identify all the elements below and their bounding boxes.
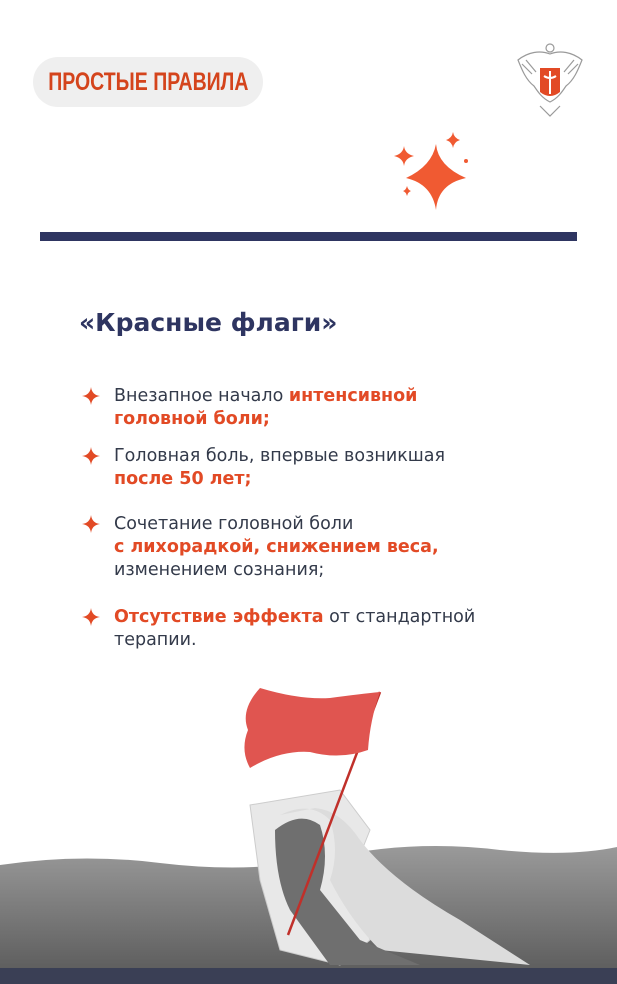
star-bullet-icon [82, 515, 100, 533]
page-title: «Красные флаги» [79, 308, 338, 337]
item-text: Внезапное начало [114, 386, 289, 406]
item-highlight: головной боли; [114, 409, 270, 429]
red-flag-in-hand-image [220, 680, 540, 970]
item-text: терапии. [114, 630, 197, 650]
item-text: изменением сознания; [114, 560, 325, 580]
list-item [82, 513, 522, 582]
star-bullet-icon [82, 447, 100, 465]
star-bullet-icon [82, 608, 100, 626]
item-text: от стандартной [323, 607, 476, 627]
star-bullet-icon [82, 387, 100, 405]
ministry-emblem-icon [510, 40, 590, 120]
item-highlight: после 50 лет; [114, 469, 252, 489]
item-highlight: интенсивной [288, 386, 418, 406]
item-text: Головная боль, впервые возникшая [114, 446, 446, 466]
item-highlight: Отсутствие эффекта [114, 607, 324, 627]
sparkles-icon [390, 128, 480, 213]
badge-label: ПРОСТЫЕ ПРАВИЛА [47, 67, 249, 96]
section-badge [33, 57, 263, 107]
list-item [82, 385, 522, 431]
list-item [82, 606, 522, 652]
footer-bar [0, 968, 617, 984]
item-text: Сочетание головной боли [114, 514, 354, 534]
list-item [82, 445, 522, 491]
item-highlight: с лихорадкой, снижением веса, [114, 537, 439, 557]
divider [40, 232, 577, 241]
red-flags-list [82, 385, 522, 652]
